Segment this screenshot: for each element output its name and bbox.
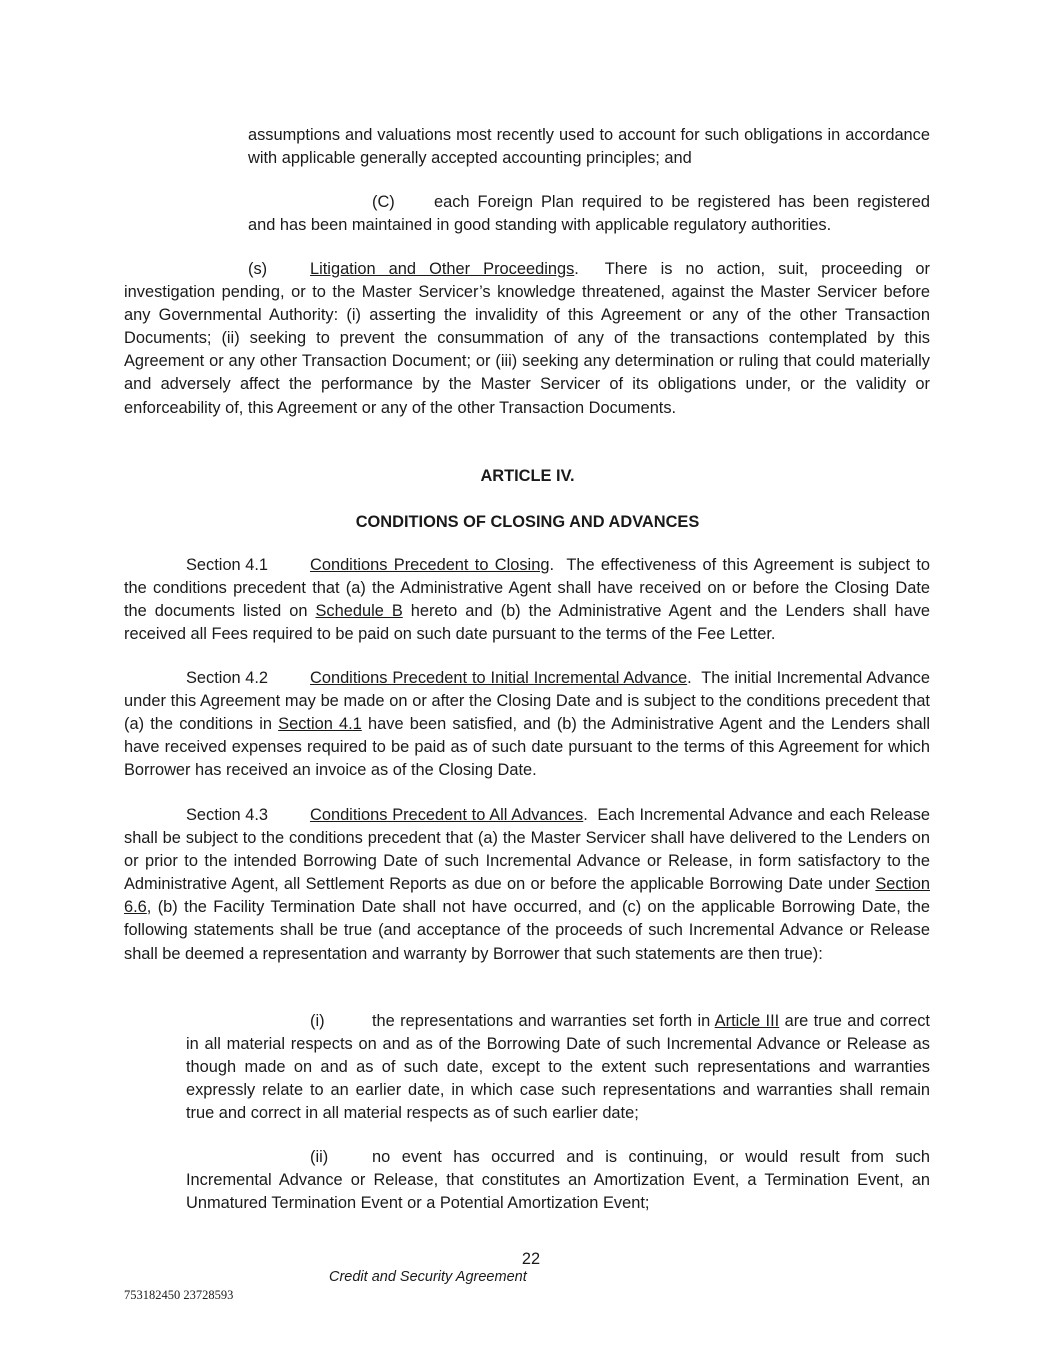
section-text: , (b) the Facility Termination Date shall not have occurred, and (c) on the applicable Borrowing Date, the following statements shall be true (and acceptance of the proceeds of such Incremental Advance or Release shall be deemed a representation and warranty by Borrower that such statements are then true):: [124, 898, 930, 963]
item-text: no event has occurred and is continuing, or would result from such Incremental Advance or Release, that constitutes an Amortization Event, a Termination Event, an Unmatured Termination Event or a Potential Amortization Event;: [186, 1148, 930, 1213]
item-i: [186, 1010, 930, 1125]
page-number: 22: [521, 1250, 541, 1268]
section-heading: Conditions Precedent to Closing: [310, 556, 550, 574]
cross-reference: Article III: [714, 1012, 780, 1030]
section-text: Each Incremental Advance and each Release shall be subject to the conditions precedent that (a) the Master Servicer shall have delivered to the Lenders on or prior to the intended Borrowing Date of such Incremental Advance or Release, in form satisfactory to the Administrative Agent, all Settlement Reports as due on or before the applicable Borrowing Date under: [124, 806, 931, 894]
item-text: are true and correct in all material respects on and as of the Borrowing Date of such Incremental Advance or Release as though made on and as of such date, except to the extent such representations and warranties expressly relate to an earlier date, in which case such representations and warranties shall remain true and correct in all material respects as of such earlier date;: [186, 1012, 930, 1123]
paragraph-s: (s) Litigation and Other Proceedings. There is no action, suit, proceeding or investigation pending, or to the Master Servicer’s knowledge threatened, against the Master Servicer before any Governmental Authority: (i) asserting the invalidity of this Agreement or any of the other Transaction Documents; (ii) seeking to prevent the consummation of any of the transactions contemplated by this Agreement or any other Transaction Document; or (iii) seeking any determination or ruling that could materially and adversely affect the performance by the Master Servicer of its obligations under, or the validity or enforceability of, this Agreement or any of the other Transaction Documents.: [124, 260, 931, 417]
document-id: 753182450 23728593: [124, 1288, 234, 1302]
section-text: have been satisfied, and (b) the Administrative Agent and the Lenders shall have received expenses required to be paid as of such date pursuant to the terms of this Agreement for which Borrower has received an invoice as of the Closing Date.: [124, 715, 930, 780]
paragraph-text: There is no action, suit, proceeding or investigation pending, or to the Master Servicer’s knowledge threatened, against the Master Servicer before any Governmental Authority: (i) asserting the invalidity of this Agreement or any of the other Transaction Documents; (ii) seeking to prevent the consummation of any of the transactions contemplated by this Agreement or any other Transaction Document; or (iii) seeking any determination or ruling that could materially and adversely affect the performance by the Master Servicer of its obligations under, or the validity or enforceability of, this Agreement or any of the other Transaction Documents.: [124, 260, 931, 417]
paragraph-continuation: [248, 124, 930, 170]
cross-reference: Section 6.6: [124, 875, 930, 917]
section-label: Section 4.3: [186, 806, 269, 824]
item-label: (ii): [310, 1148, 329, 1166]
section-text: hereto and (b) the Administrative Agent and the Lenders shall have received all Fees required to be paid on such date pursuant to the terms of the Fee Letter.: [124, 602, 931, 644]
article-number: ARTICLE IV.: [480, 467, 575, 485]
section-4-2: Section 4.2 Conditions Precedent to Initial Incremental Advance. The initial Incremental Advance under this Agreement may be made on or after the Closing Date and is subject to the conditions precedent that (a) the conditions in Section 4.1 have been satisfied, and (b) the Administrative Agent and the Lenders shall have received expenses required to be paid as of such date pursuant to the terms of this Agreement for which Borrower has received an invoice as of the Closing Date.: [124, 669, 930, 780]
section-heading: Conditions Precedent to Initial Incremental Advance: [310, 669, 688, 687]
item-label: (i): [310, 1012, 325, 1030]
paragraph-c: [248, 191, 930, 237]
section-4-1: Section 4.1 Conditions Precedent to Closing. The effectiveness of this Agreement is subject to the conditions precedent that (a) the Administrative Agent shall have received on or before the Closing Date the documents listed on Schedule B hereto and (b) the Administrative Agent and the Lenders shall have received all Fees required to be paid on such date pursuant to the terms of the Fee Letter.: [124, 556, 931, 644]
section-text: The effectiveness of this Agreement is subject to the conditions precedent that (a) the Administrative Agent shall have received on or before the Closing Date the documents listed on: [124, 556, 930, 621]
footer-title: Credit and Security Agreement: [329, 1269, 527, 1285]
article-title: CONDITIONS OF CLOSING AND ADVANCES: [355, 513, 700, 531]
clause-heading: Litigation and Other Proceedings: [310, 260, 575, 278]
clause-label: (s): [248, 260, 268, 278]
item-ii: [186, 1146, 930, 1215]
section-label: Section 4.2: [186, 669, 269, 687]
section-4-3: Section 4.3 Conditions Precedent to All Advances. Each Incremental Advance and each Release shall be subject to the conditions precedent that (a) the Master Servicer shall have delivered to the Lenders on or prior to the intended Borrowing Date of such Incremental Advance or Release, in form satisfactory to the Administrative Agent, all Settlement Reports as due on or before the applicable Borrowing Date under Section 6.6, (b) the Facility Termination Date shall not have occurred, and (c) on the applicable Borrowing Date, the following statements shall be true (and acceptance of the proceeds of such Incremental Advance or Release shall be deemed a representation and warranty by Borrower that such statements are then true):: [124, 806, 931, 963]
section-label: Section 4.1: [186, 556, 269, 574]
item-text: the representations and warranties set forth in: [372, 1012, 711, 1030]
cross-reference: Section 4.1: [278, 715, 362, 734]
section-heading: Conditions Precedent to All Advances: [310, 806, 584, 824]
cross-reference: Schedule B: [315, 602, 403, 621]
section-text: The initial Incremental Advance under this Agreement may be made on or after the Closing Date and is subject to the conditions precedent that (a) the conditions in: [124, 669, 930, 734]
paragraph-text: assumptions and valuations most recently used to account for such obligations in accordance with applicable generally accepted accounting principles; and: [248, 126, 930, 168]
clause-label: (C): [372, 193, 395, 211]
paragraph-text: each Foreign Plan required to be registered has been registered and has been maintained in good standing with applicable regulatory authorities.: [248, 193, 930, 235]
